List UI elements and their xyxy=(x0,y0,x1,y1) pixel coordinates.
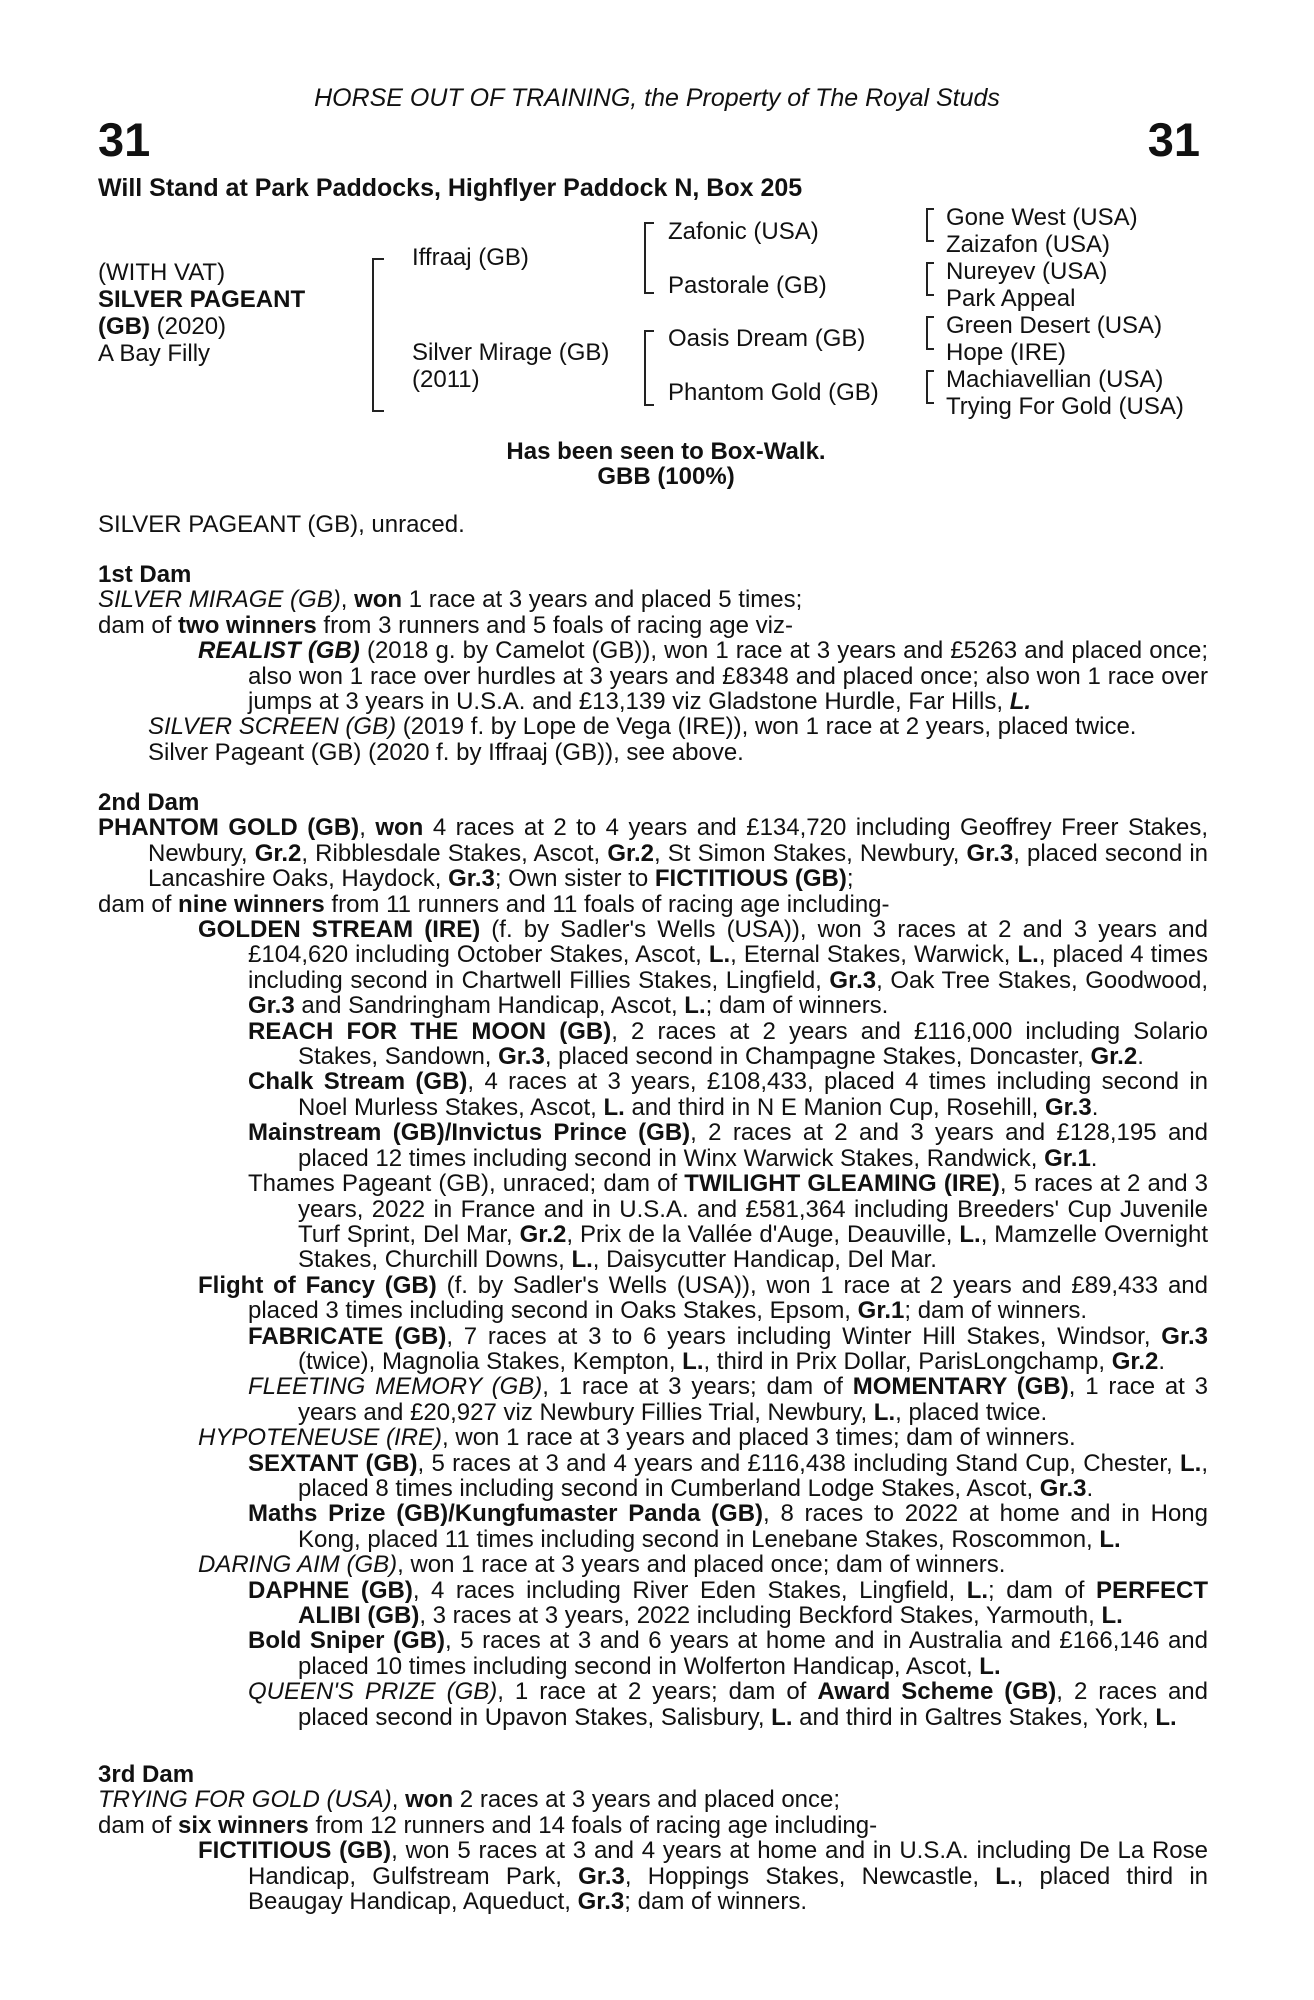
silver-screen-entry: SILVER SCREEN (GB) (2019 f. by Lope de Vega (IRE)), won 1 race at 2 years, placed twice. xyxy=(148,713,1137,741)
daring-aim-entry: DARING AIM (GB), won 1 race at 3 years and placed once; dam of winners. xyxy=(198,1551,1006,1579)
pedigree-dam: Silver Mirage (GB) xyxy=(412,339,610,366)
lot-number-right: 31 xyxy=(1147,113,1200,166)
stand-location: Will Stand at Park Paddocks, Highflyer Paddock N, Box 205 xyxy=(98,174,803,202)
realist-entry: REALIST (GB) (2018 g. by Camelot (GB)), won 1 race at 3 years and £5263 and placed once; also won 1 race over hurdles at 3 years and £8348 and placed once; also won 1 race over jumps at 3 years in U.S.A. and £13,139 viz Gladstone Hurdle, Far Hills, L. xyxy=(198,637,1208,716)
pedigree-sire-sire: Zafonic (USA) xyxy=(668,218,819,245)
pedigree-brace-3d xyxy=(926,370,934,404)
maths-prize-entry: Maths Prize (GB)/Kungfumaster Panda (GB), 8 races to 2022 at home and in Hong Kong, placed 11 times including second in Lenebane Stakes, Roscommon, L. xyxy=(248,1500,1208,1553)
box-walk-note: Has been seen to Box-Walk. xyxy=(506,438,826,465)
pedigree-sss: Gone West (USA) xyxy=(946,204,1138,231)
pedigree-brace-3c xyxy=(926,316,934,350)
first-dam-section xyxy=(98,562,1208,765)
pedigree-brace-main xyxy=(372,258,384,412)
horse-origin-year: (GB) (2020) xyxy=(98,313,227,340)
silver-pageant-entry: Silver Pageant (GB) (2020 f. by Iffraaj (GB)), see above. xyxy=(148,738,744,766)
daphne-entry: DAPHNE (GB), 4 races including River Eden Stakes, Lingfield, L.; dam of PERFECT ALIBI (GB), 3 races at 3 years, 2022 including Beckford Stakes, Yarmouth, L. xyxy=(248,1576,1209,1629)
first-dam-produce: dam of two winners from 3 runners and 5 foals of racing age viz- xyxy=(98,611,793,639)
golden-stream-entry: GOLDEN STREAM (IRE) (f. by Sadler's Wells (USA)), won 3 races at 2 and 3 years and £104,620 including October Stakes, Ascot, L., Eternal Stakes, Warwick, L., placed 4 times including second in Chartwell Fillies Stakes, Lingfield, Gr.3, Oak Tree Stakes, Goodwood, Gr.3 and Sandringham Handicap, Ascot, L.; dam of winners. xyxy=(198,916,1209,1020)
second-dam-produce: dam of nine winners from 11 runners and 11 foals of racing age including- xyxy=(98,890,890,918)
first-dam-heading: 1st Dam xyxy=(98,561,192,588)
pedigree-sdd: Park Appeal xyxy=(946,285,1076,312)
pedigree-sds: Nureyev (USA) xyxy=(946,258,1108,285)
summary-line: SILVER PAGEANT (GB), unraced. xyxy=(98,511,465,538)
pedigree-sire: Iffraaj (GB) xyxy=(412,244,529,271)
flight-of-fancy-entry: Flight of Fancy (GB) (f. by Sadler's Wells (USA)), won 1 race at 2 years and £89,433 and placed 3 times including second in Oaks Stakes, Epsom, Gr.1; dam of winners. xyxy=(198,1271,1208,1325)
pedigree-dam-dam: Phantom Gold (GB) xyxy=(668,379,879,406)
first-dam-record: SILVER MIRAGE (GB), won 1 race at 3 years and placed 5 times; xyxy=(98,586,803,614)
pedigree-brace-3a xyxy=(926,208,934,242)
phantom-gold-entry: PHANTOM GOLD (GB), won 4 races at 2 to 4 years and £134,720 including Geoffrey Freer Stakes, Newbury, Gr.2, Ribblesdale Stakes, Ascot, Gr.2, St Simon Stakes, Newbury, Gr.3, placed second in Lancashire Oaks, Haydock, Gr.3; Own sister to FICTITIOUS (GB); xyxy=(98,814,1209,893)
second-dam-heading: 2nd Dam xyxy=(98,789,200,816)
fictitious-entry: FICTITIOUS (GB), won 5 races at 3 and 4 years at home and in U.S.A. including De La Rose Handicap, Gulfstream Park, Gr.3, Hoppings Stakes, Newcastle, L., placed third in Beaugay Handicap, Aqueduct, Gr.3; dam of winners. xyxy=(198,1837,1209,1916)
gbb-note: GBB (100%) xyxy=(597,463,735,490)
lot-number-left: 31 xyxy=(98,113,151,166)
third-dam-section xyxy=(98,1762,1208,1914)
pedigree-ssd: Zaizafon (USA) xyxy=(946,231,1111,258)
third-dam-produce: dam of six winners from 12 runners and 14 foals of racing age including- xyxy=(98,1811,878,1839)
pedigree-dam-year: (2011) xyxy=(412,366,480,393)
chalk-stream-entry: Chalk Stream (GB), 4 races at 3 years, £108,433, placed 4 times including second in Noel Murless Stakes, Ascot, L. and third in N E Manion Cup, Rosehill, Gr.3. xyxy=(248,1068,1208,1121)
vat-label: (WITH VAT) xyxy=(98,259,226,286)
third-dam-heading: 3rd Dam xyxy=(98,1761,195,1788)
reach-for-the-moon-entry: REACH FOR THE MOON (GB), 2 races at 2 years and £116,000 including Solario Stakes, Sandown, Gr.3, placed second in Champagne Stakes, Doncaster, Gr.2. xyxy=(248,1017,1209,1071)
hypoteneuse-entry: HYPOTENEUSE (IRE), won 1 race at 3 years and placed 3 times; dam of winners. xyxy=(198,1424,1076,1452)
pedigree-ddd: Trying For Gold (USA) xyxy=(946,393,1184,420)
page-header-title: HORSE OUT OF TRAINING, the Property of The Royal Studs xyxy=(314,84,1000,112)
mainstream-entry: Mainstream (GB)/Invictus Prince (GB), 2 races at 2 and 3 years and £128,195 and placed 12 times including second in Winx Warwick Stakes, Randwick, Gr.1. xyxy=(248,1119,1208,1172)
bold-sniper-entry: Bold Sniper (GB), 5 races at 3 and 6 years at home and in Australia and £166,146 and placed 10 times including second in Wolferton Handicap, Ascot, L. xyxy=(248,1627,1208,1680)
pedigree-dsd: Hope (IRE) xyxy=(946,339,1067,366)
pedigree-dds: Machiavellian (USA) xyxy=(946,366,1164,393)
horse-sex: A Bay Filly xyxy=(98,340,211,367)
fabricate-entry: FABRICATE (GB), 7 races at 3 to 6 years including Winter Hill Stakes, Windsor, Gr.3 (twice), Magnolia Stakes, Kempton, L., third in Prix Dollar, ParisLongchamp, Gr.2. xyxy=(248,1322,1208,1375)
second-dam-section xyxy=(98,790,1208,1730)
pedigree-sire-dam: Pastorale (GB) xyxy=(668,272,827,299)
queens-prize-entry: QUEEN'S PRIZE (GB), 1 race at 2 years; dam of Award Scheme (GB), 2 races and placed second in Upavon Stakes, Salisbury, L. and third in Galtres Stakes, York, L. xyxy=(248,1678,1209,1731)
horse-name: SILVER PAGEANT xyxy=(98,286,306,313)
third-dam-record: TRYING FOR GOLD (USA), won 2 races at 3 years and placed once; xyxy=(98,1786,841,1814)
thames-pageant-entry: Thames Pageant (GB), unraced; dam of TWILIGHT GLEAMING (IRE), 5 races at 2 and 3 years, 2022 in France and in U.S.A. and £581,364 including Breeders' Cup Juvenile Turf Sprint, Del Mar, Gr.2, Prix de la Vallée d'Auge, Deauville, L., Mamzelle Overnight Stakes, Churchill Downs, L., Daisycutter Handicap, Del Mar. xyxy=(248,1170,1209,1274)
pedigree-dam-sire: Oasis Dream (GB) xyxy=(668,325,866,352)
pedigree-brace-sire xyxy=(644,222,654,294)
pedigree-brace-dam xyxy=(644,330,654,406)
pedigree-brace-3b xyxy=(926,262,934,296)
fleeting-memory-entry: FLEETING MEMORY (GB), 1 race at 3 years; dam of MOMENTARY (GB), 1 race at 3 years and £20,927 viz Newbury Fillies Trial, Newbury, L., placed twice. xyxy=(248,1373,1208,1426)
sextant-entry: SEXTANT (GB), 5 races at 3 and 4 years and £116,438 including Stand Cup, Chester, L., placed 8 times including second in Cumberland Lodge Stakes, Ascot, Gr.3. xyxy=(248,1449,1208,1502)
pedigree-dss: Green Desert (USA) xyxy=(946,312,1163,339)
